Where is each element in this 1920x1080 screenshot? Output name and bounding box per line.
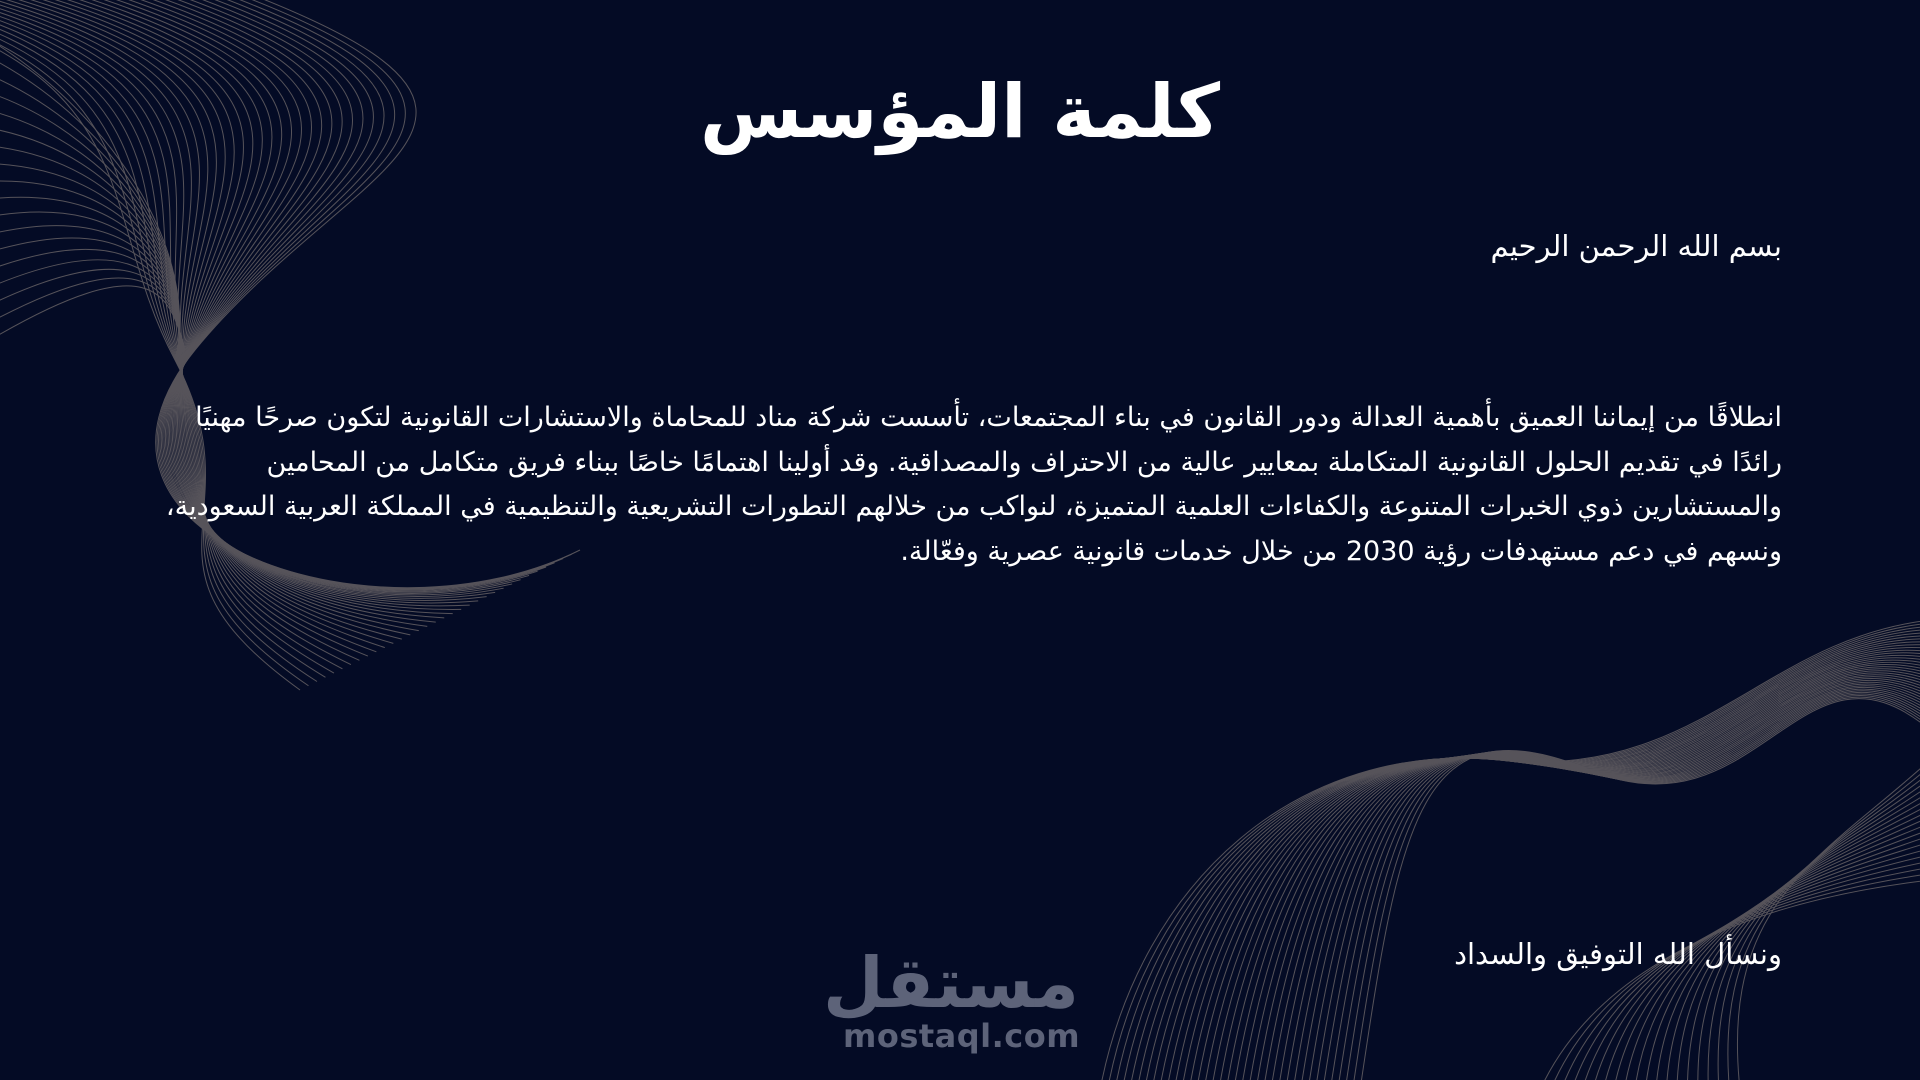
- bottom-right-wave-lines: [1100, 620, 1920, 1080]
- wave-line: [1226, 667, 1920, 1080]
- wave-line: [0, 286, 185, 350]
- wave-line: [1293, 684, 1920, 1080]
- basmala-line: بسم الله الرحمن الرحيم: [1490, 229, 1782, 263]
- closing-line: ونسأل الله التوفيق والسداد: [1454, 937, 1782, 971]
- wave-line: [1271, 679, 1920, 1080]
- founder-message-paragraph: انطلاقًا من إيماننا العميق بأهمية العدالة ودور القانون في بناء المجتمعات، تأسست شركة مناد للمحاماة والاستشارات القانونية لتكون صرحًا مهنيًا رائدًا في تقديم الحلول القانونية المتكاملة بمعايير عالية من الاحتراف والمصداقية. وقد أولينا اهتمامًا خاصًا ببناء فريق متكامل من المحامين والمستشارين ذوي الخبرات المتنوعة والكفاءات العلمية المتميزة، لنواكب من خلالهم التطورات التشريعية والتنظيمية في المملكة العربية السعودية، ونسهم في دعم مستهدفات رؤية 2030 من خلال خدمات قانونية عصرية وفعّالة.: [165, 402, 1782, 567]
- wave-line: [0, 181, 180, 355]
- watermark-arabic-text: مستقل: [822, 942, 1079, 1024]
- wave-line: [1241, 671, 1920, 1080]
- wave-line: [1737, 760, 1920, 1080]
- wave-line: [1315, 689, 1920, 1080]
- wave-line: [1718, 773, 1920, 1080]
- wave-line: [1540, 880, 1920, 1080]
- wave-line: [0, 249, 183, 352]
- watermark-logo: [822, 942, 1081, 1055]
- wave-line: [1308, 687, 1920, 1080]
- watermark-latin-text: mostaql.com: [843, 1017, 1081, 1055]
- wave-line: [0, 260, 183, 352]
- wave-line: [1107, 623, 1920, 1080]
- wave-line: [1219, 665, 1920, 1080]
- wave-line: [1100, 620, 1920, 1080]
- wave-line: [1278, 680, 1920, 1080]
- wave-line: [1286, 682, 1920, 1080]
- page-title: كلمة المؤسس: [699, 69, 1221, 155]
- wave-line: [1115, 626, 1920, 1080]
